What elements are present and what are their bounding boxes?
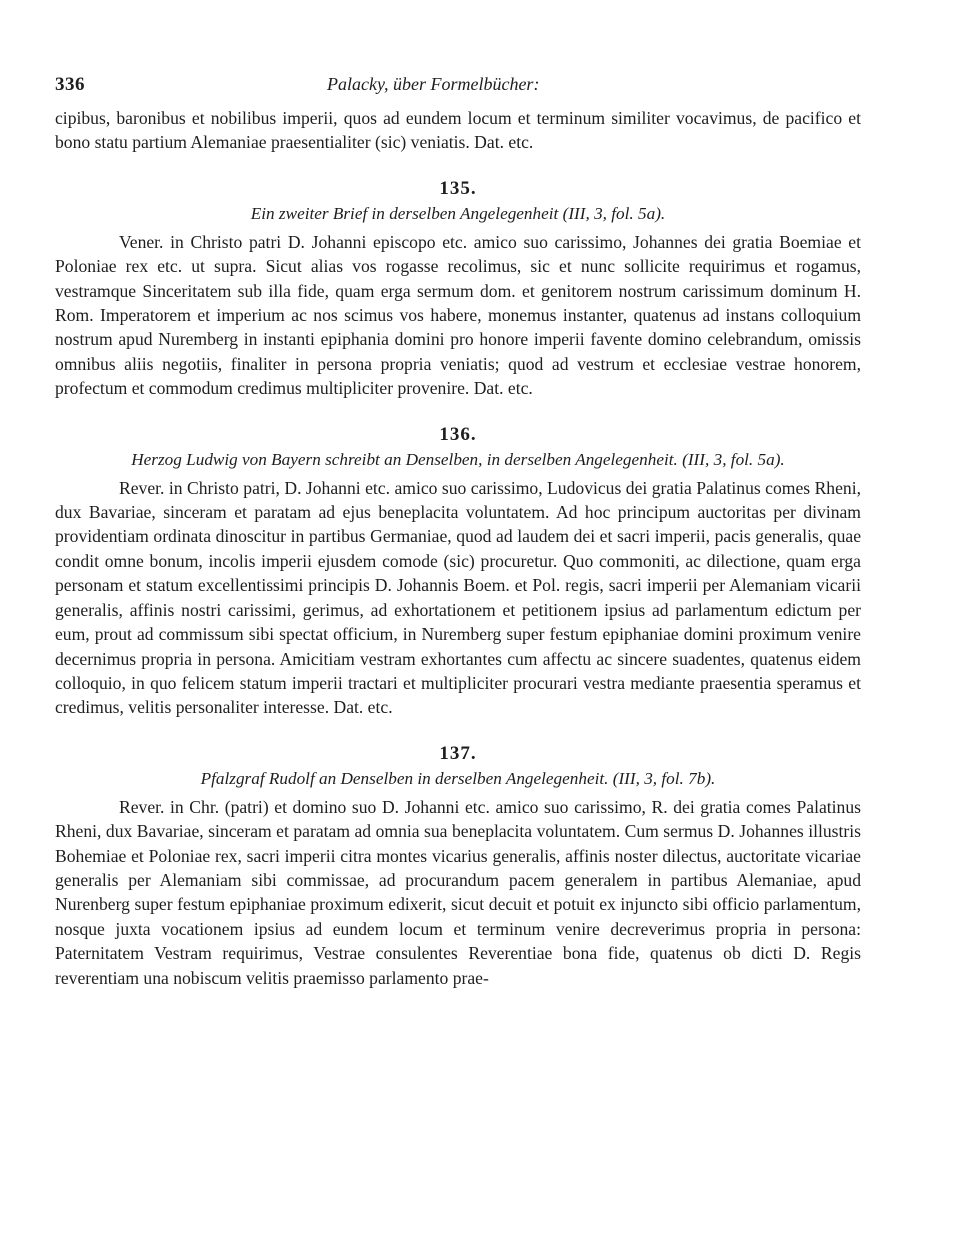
running-head	[55, 72, 861, 106]
book-page	[55, 72, 861, 990]
section-136	[55, 422, 861, 720]
running-title: Palacky, über Formelbücher:	[327, 74, 540, 94]
section-number: 137.	[439, 742, 477, 764]
section-135	[55, 176, 861, 401]
section-text: Vener. in Christo patri D. Johanni episcopo etc. amico suo carissimo, Johannes dei gratia Boemiae et Poloniae rex etc. ut supra. Sicut alias vos rogasse recolimus, sic et nunc sollicite requirimus et rogamus, vestramque Sinceritatem sub illa fide, quam erga sermum dom. et genitorem nostrum carissimum dominum H. Rom. Imperatorem et imperium ac nos scimus vos habere, monemus instanter, quatenus ad instans colloquium nostrum apud Nuremberg in instanti epiphania domini pro honore imperii favente domino celebrandum, omissis omnibus aliis negotiis, finaliter in persona propria veniatis; quod ad vestrum et ecclesiae vestrae honorem, profectum et commodum credimus multipliciter provenire. Dat. etc.	[55, 231, 861, 399]
section-title: Pfalzgraf Rudolf an Denselben in derselben Angelegenheit. (III, 3, fol. 7b).	[200, 768, 716, 788]
continued-paragraph: cipibus, baronibus et nobilibus imperii, quos ad eundem locum et terminum similiter vocavimus, de pacifico et bono statu partium Alemaniae praesentialiter (sic) veniatis. Dat. etc.	[55, 108, 861, 153]
section-title: Herzog Ludwig von Bayern schreibt an Denselben, in derselben Angelegenheit. (III, 3, fol. 5a).	[131, 449, 785, 469]
section-title: Ein zweiter Brief in derselben Angelegenheit (III, 3, fol. 5a).	[250, 203, 666, 223]
section-text: Rever. in Christo patri, D. Johanni etc. amico suo carissimo, Ludovicus dei gratia Palatinus comes Rheni, dux Bavariae, sinceram et paratam ad ejus beneplacita voluntatem. Ad hoc principum auctoritas per divinam providentiam ordinata dinoscitur in partibus Germaniae, quod ad laudem dei et sacri imperii, pacis generalis, quae condit omne bonum, incolis imperii ejusdem comode (sic) procuretur. Quo commoniti, ac dilectione, quam erga personam et statum excellentissimi principis D. Johannis Boem. et Pol. regis, sacri imperii per Alemaniam vicarii generalis, affinis nostri carissimi, gerimus, ad exhortationem et petitionem ipsius ad parlamentum edictum per eum, prout ad commissum sibi spectat officium, in Nuremberg super festum epiphaniae domini proximum venire decernimus propria in persona. Amicitiam vestram exhortantes cum affectu ac sincere suadentes, quatenus eidem colloquio, in quo felicem statum imperii tractari et multipliciter procurari vestra mediante praesentia speramus et credimus, velitis personaliter interesse. Dat. etc.	[55, 477, 861, 718]
section-text: Rever. in Chr. (patri) et domino suo D. Johanni etc. amico suo carissimo, R. dei gratia comes Palatinus Rheni, dux Bavariae, sinceram et paratam ad omnia sua beneplacita voluntatem. Cum sermus D. Johannes illustris Bohemiae et Poloniae rex, sacri imperii citra montes vicarius generalis, affinis noster dilectus, auctoritate vicariae generalis per Alemaniam sibi commissae, ad procurandum pacem generalem in partibus Alemaniae, apud Nurenberg super festum epiphaniae proximum edixerit, sicut decuit et potuit ex injuncto sibi officio parlamentum, nosque juxta vocationem ipsius ad eundem locum et terminum venire decreverimus propria in persona: Paternitatem Vestram requirimus, Vestrae consulentes Reverentiae bona fide, quatenus ob dicti D. Regis reverentiam una nobiscum velitis praemisso parlamento prae-	[55, 796, 861, 988]
section-137	[55, 741, 861, 990]
section-number: 136.	[439, 423, 477, 445]
section-number: 135.	[439, 177, 477, 199]
page-number: 336	[55, 74, 85, 95]
